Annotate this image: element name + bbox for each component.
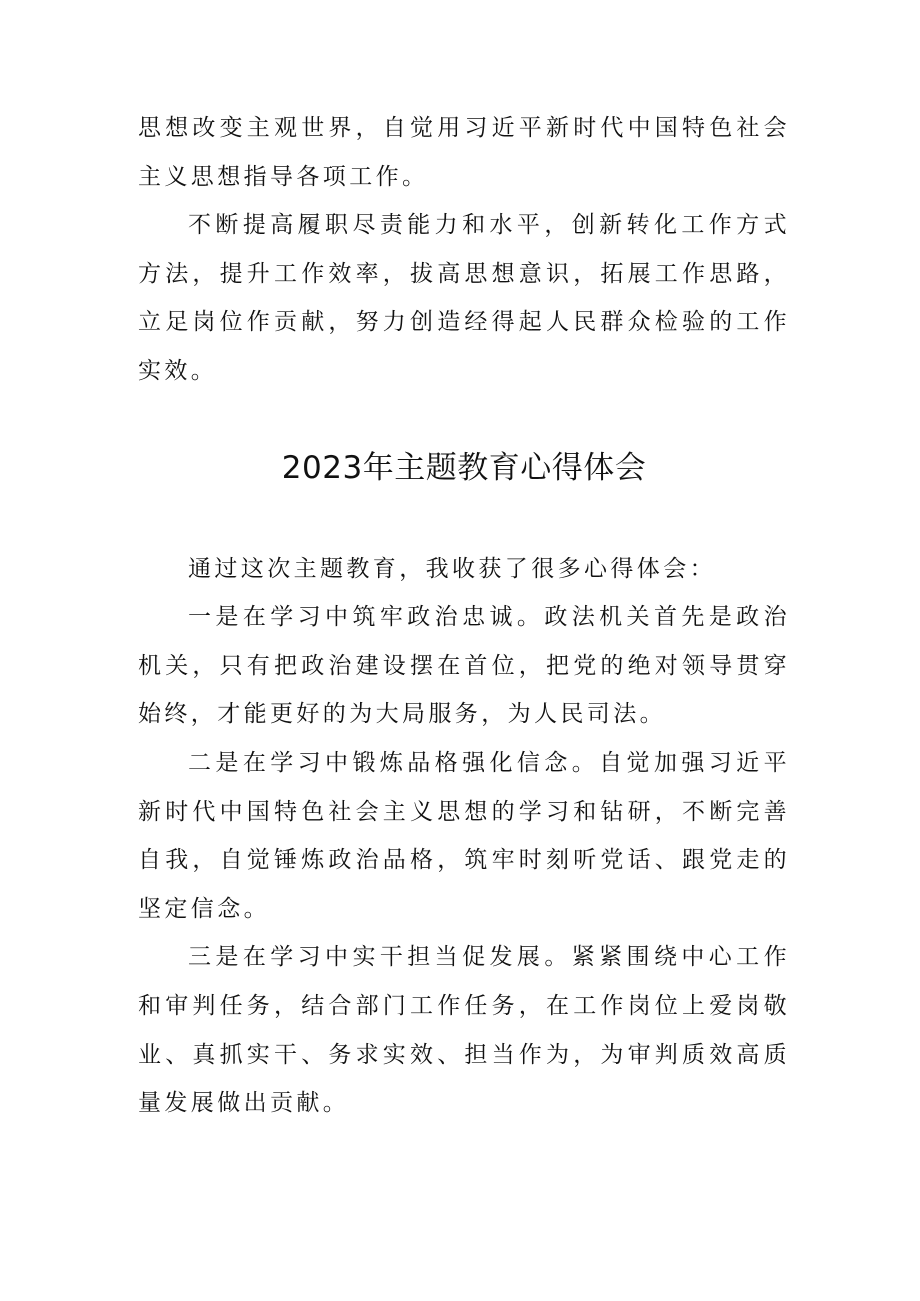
page-title: 2023年主题教育心得体会: [281, 449, 647, 486]
point-3-paragraph: 三是在学习中实干担当促发展。紧紧围绕中心工作和审判任务，结合部门工作任务，在工作岗位上爱岗敬业、真抓实干、务求实效、担当作为，为审判质效高质量发展做出贡献。: [138, 944, 790, 1117]
document-body: [138, 104, 790, 1128]
paragraph-capability: 不断提高履职尽责能力和水平，创新转化工作方式方法，提升工作效率，拔高思想意识，拓展工作思路，立足岗位作贡献，努力创造经得起人民群众检验的工作实效。: [138, 212, 790, 384]
point-1-paragraph: 一是在学习中筑牢政治忠诚。政法机关首先是政治机关，只有把政治建设摆在首位，把党的绝对领导贯穿始终，才能更好的为大局服务，为人民司法。: [138, 604, 790, 728]
intro-paragraph: 通过这次主题教育，我收获了很多心得体会：: [188, 555, 716, 582]
point-2-paragraph: 二是在学习中锻炼品格强化信念。自觉加强习近平新时代中国特色社会主义思想的学习和钻研，不断完善自我，自觉锤炼政治品格，筑牢时刻听党话、跟党走的坚定信念。: [138, 749, 790, 922]
carryover-paragraph: 思想改变主观世界，自觉用习近平新时代中国特色社会主义思想指导各项工作。: [138, 115, 790, 190]
